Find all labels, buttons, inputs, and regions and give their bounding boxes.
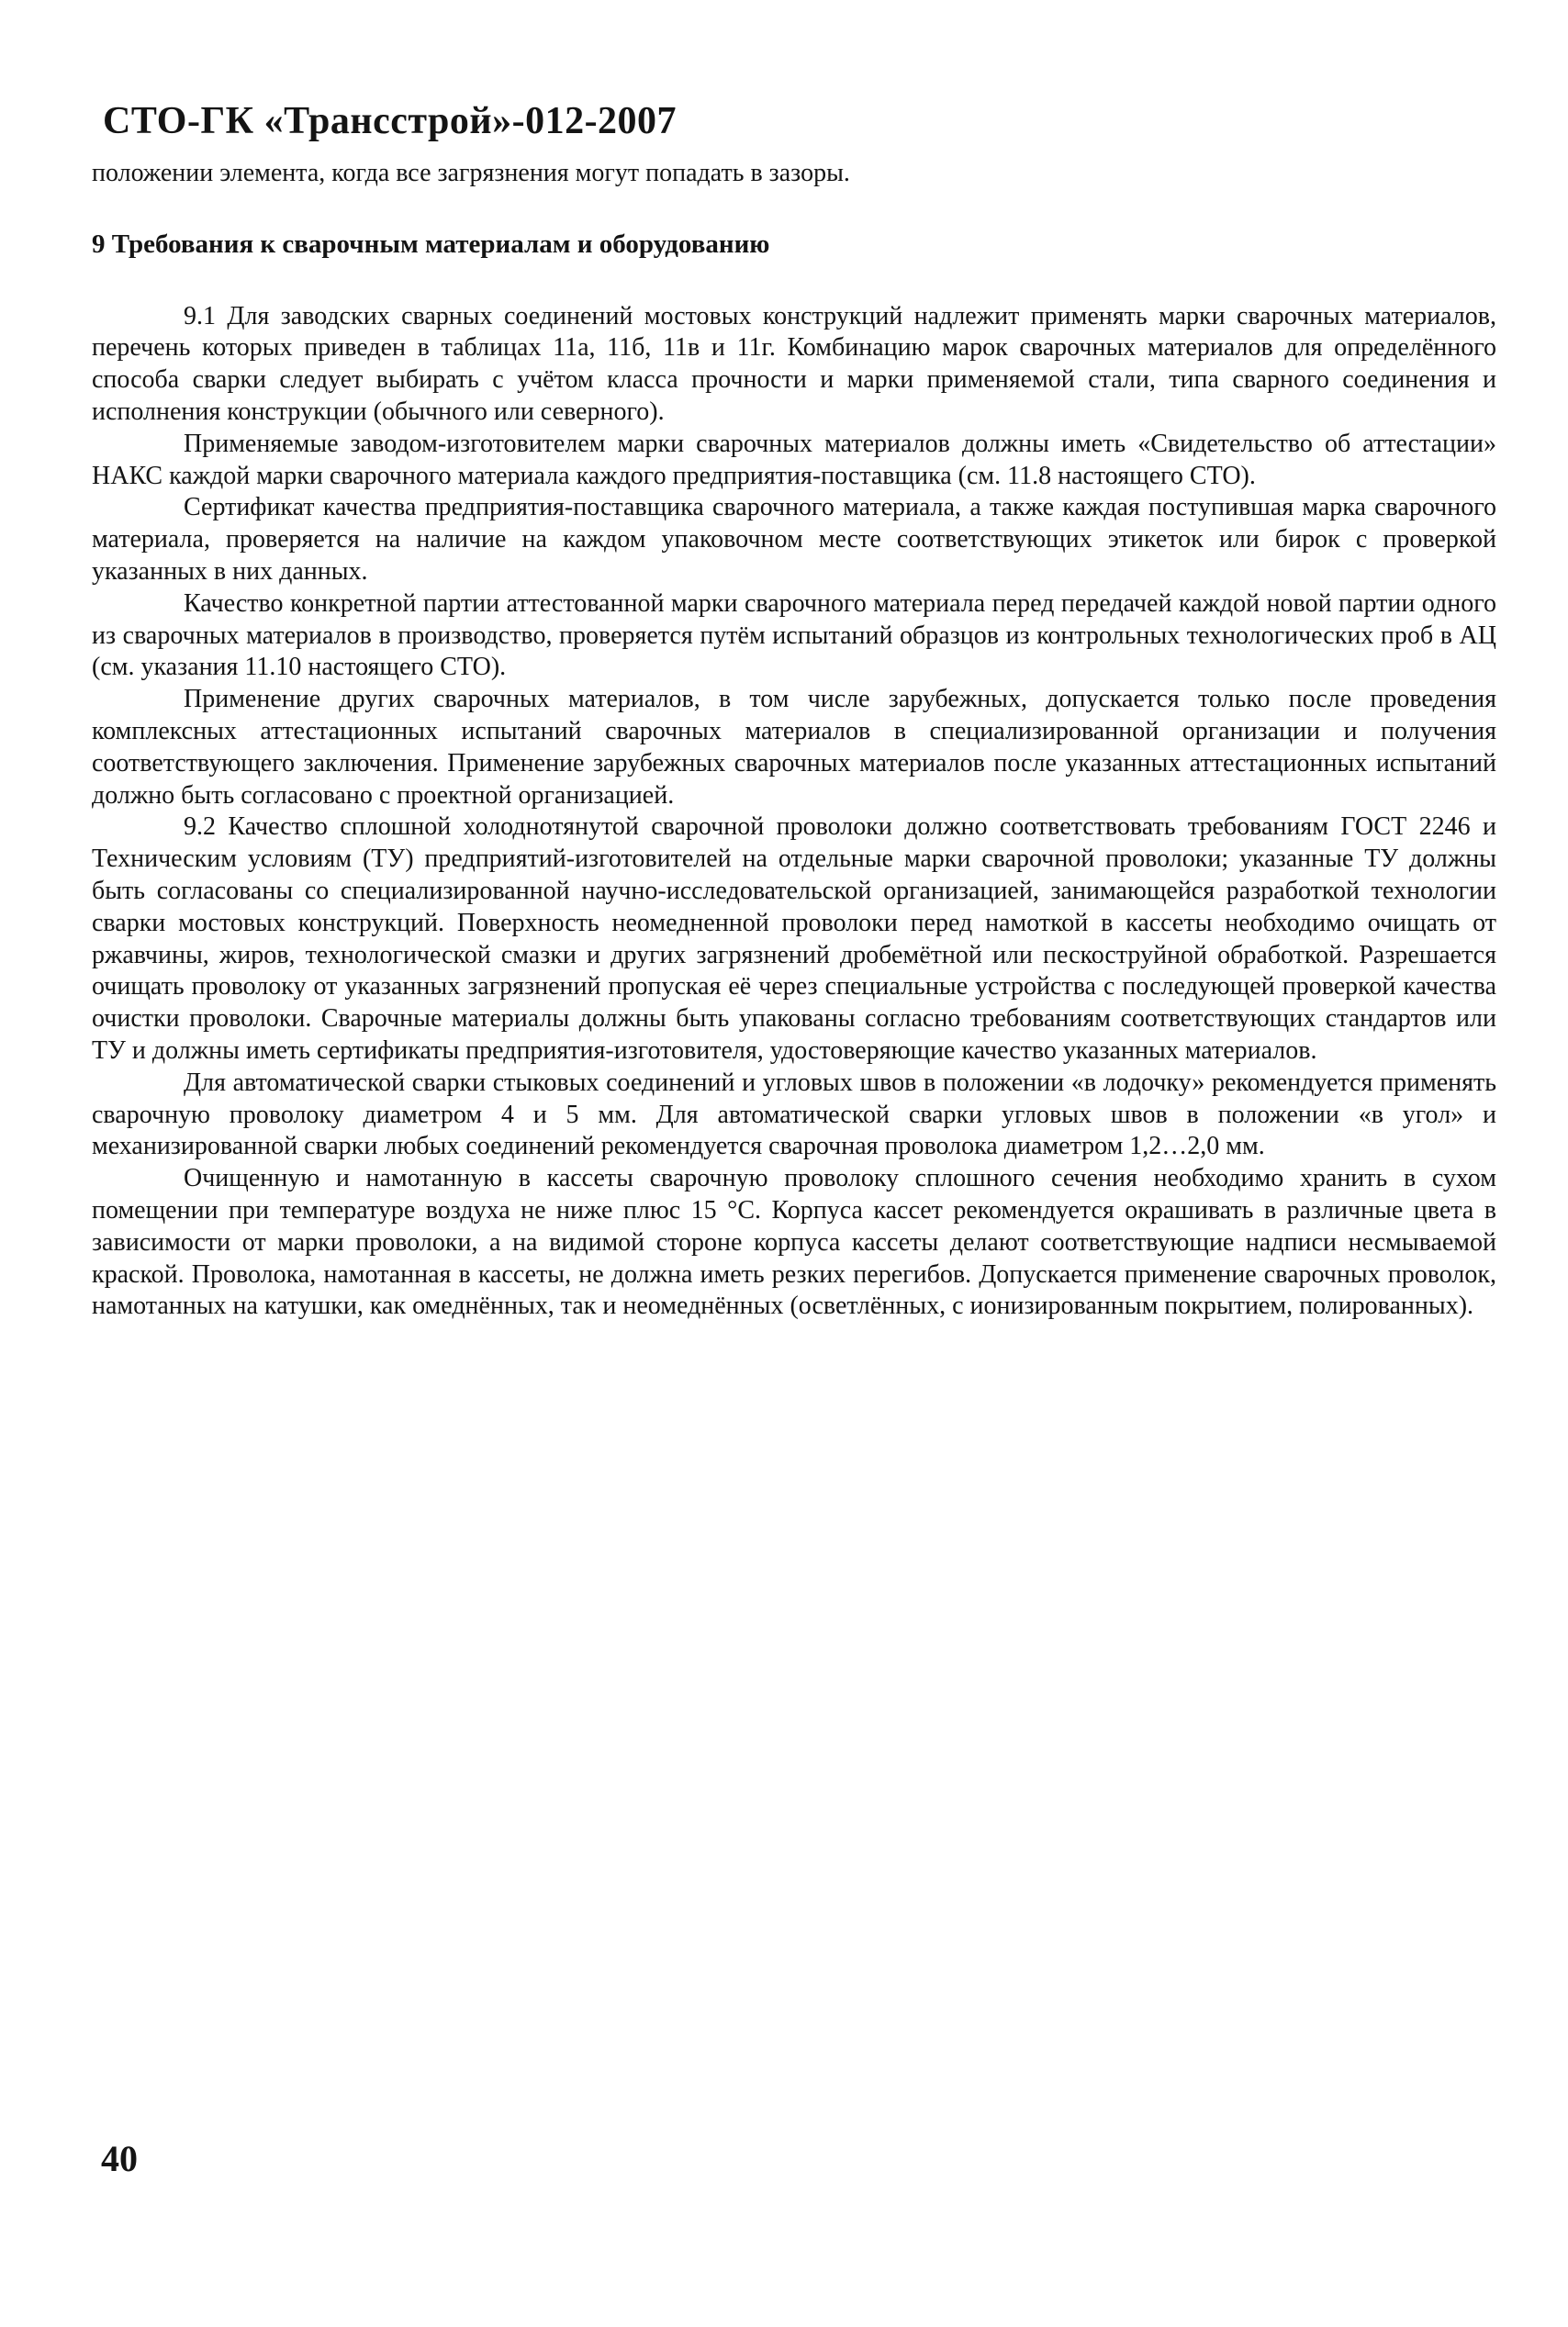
page-number: 40: [101, 2138, 138, 2179]
carryover-text: положении элемента, когда все загрязнения могут попадать в зазоры.: [92, 159, 850, 187]
paragraph-9-2: 9.2 Качество сплошной холоднотянутой сварочной проволоки должно соответствовать требованиям ГОСТ 2246 и Техническим условиям (ТУ) предприятий-изготовителей на отдельные марки сварочной проволоки; указанные ТУ должны быть согласованы со специализированной научно-исследовательской организацией, занимающейся разработкой технологии сварки мостовых конструкций. Поверхность неомедненной проволоки перед намоткой в кассеты необходимо очищать от ржавчины, жиров, технологической смазки и других загрязнений дробемётной или пескоструйной обработкой. Разрешается очищать проволоку от указанных загрязнений пропуская её через специальные устройства с последующей проверкой качества очистки проволоки. Сварочные материалы должны быть упакованы согласно требованиям соответствующих стандартов или ТУ и должны иметь сертификаты предприятия-изготовителя, удостоверяющие качество указанных материалов.: [92, 812, 1496, 1065]
paragraph-quality-certificate: Сертификат качества предприятия-поставщика сварочного материала, а также каждая поступившая марка сварочного материала, проверяется на наличие на каждом упаковочном месте соответствующих этикеток или бирок с проверкой указанных в них данных.: [92, 493, 1496, 586]
paragraph-batch-quality: Качество конкретной партии аттестованной марки сварочного материала перед передачей каждой новой партии одного из сварочных материалов в производство, проверяется путём испытаний образцов из контрольных технологических проб в АЦ (см. указания 11.10 настоящего СТО).: [92, 588, 1496, 682]
section-heading: 9 Требования к сварочным материалам и оборудованию: [92, 229, 770, 259]
document-code-header: СТО-ГК «Трансстрой»-012-2007: [103, 100, 678, 142]
paragraph-9-1: 9.1 Для заводских сварных соединений мостовых конструкций надлежит применять марки сварочных материалов, перечень которых приведен в таблицах 11а, 11б, 11в и 11г. Комбинацию марок сварочных материалов для определённого способа сварки следует выбирать с учётом класса прочности и марки применяемой стали, типа сварного соединения и исполнения конструкции (обычного или северного).: [92, 301, 1496, 426]
paragraph-wire-diameter: Для автоматической сварки стыковых соединений и угловых швов в положении «в лодочку» рекомендуется применять сварочную проволоку диаметром 4 и 5 мм. Для автоматической сварки угловых швов в положении «в угол» и механизированной сварки любых соединений рекомендуется сварочная проволока диаметром 1,2…2,0 мм.: [92, 1068, 1496, 1161]
paragraph-foreign-materials: Применение других сварочных материалов, в том числе зарубежных, допускается только после проведения комплексных аттестационных испытаний сварочных материалов в специализированной организации и получения соответствующего заключения. Применение зарубежных сварочных материалов после указанных аттестационных испытаний должно быть согласовано с проектной организацией.: [92, 685, 1496, 810]
paragraph-wire-storage: Очищенную и намотанную в кассеты сварочную проволоку сплошного сечения необходимо хранить в сухом помещении при температуре воздуха не ниже плюс 15 °С. Корпуса кассет рекомендуется окрашивать в различные цвета в зависимости от марки проволоки, а на видимой стороне корпуса кассеты делают соответствующие надписи несмываемой краской. Проволока, намотанная в кассеты, не должна иметь резких перегибов. Допускается применение сварочных проволок, намотанных на катушки, как омеднённых, так и неомеднённых (осветлённых, с ионизированным покрытием, полированных).: [92, 1164, 1496, 1321]
paragraph-naks-certificate: Применяемые заводом-изготовителем марки сварочных материалов должны иметь «Свидетельство об аттестации» НАКС каждой марки сварочного материала каждого предприятия-поставщика (см. 11.8 настоящего СТО).: [92, 429, 1496, 490]
document-body: [92, 158, 1496, 1323]
